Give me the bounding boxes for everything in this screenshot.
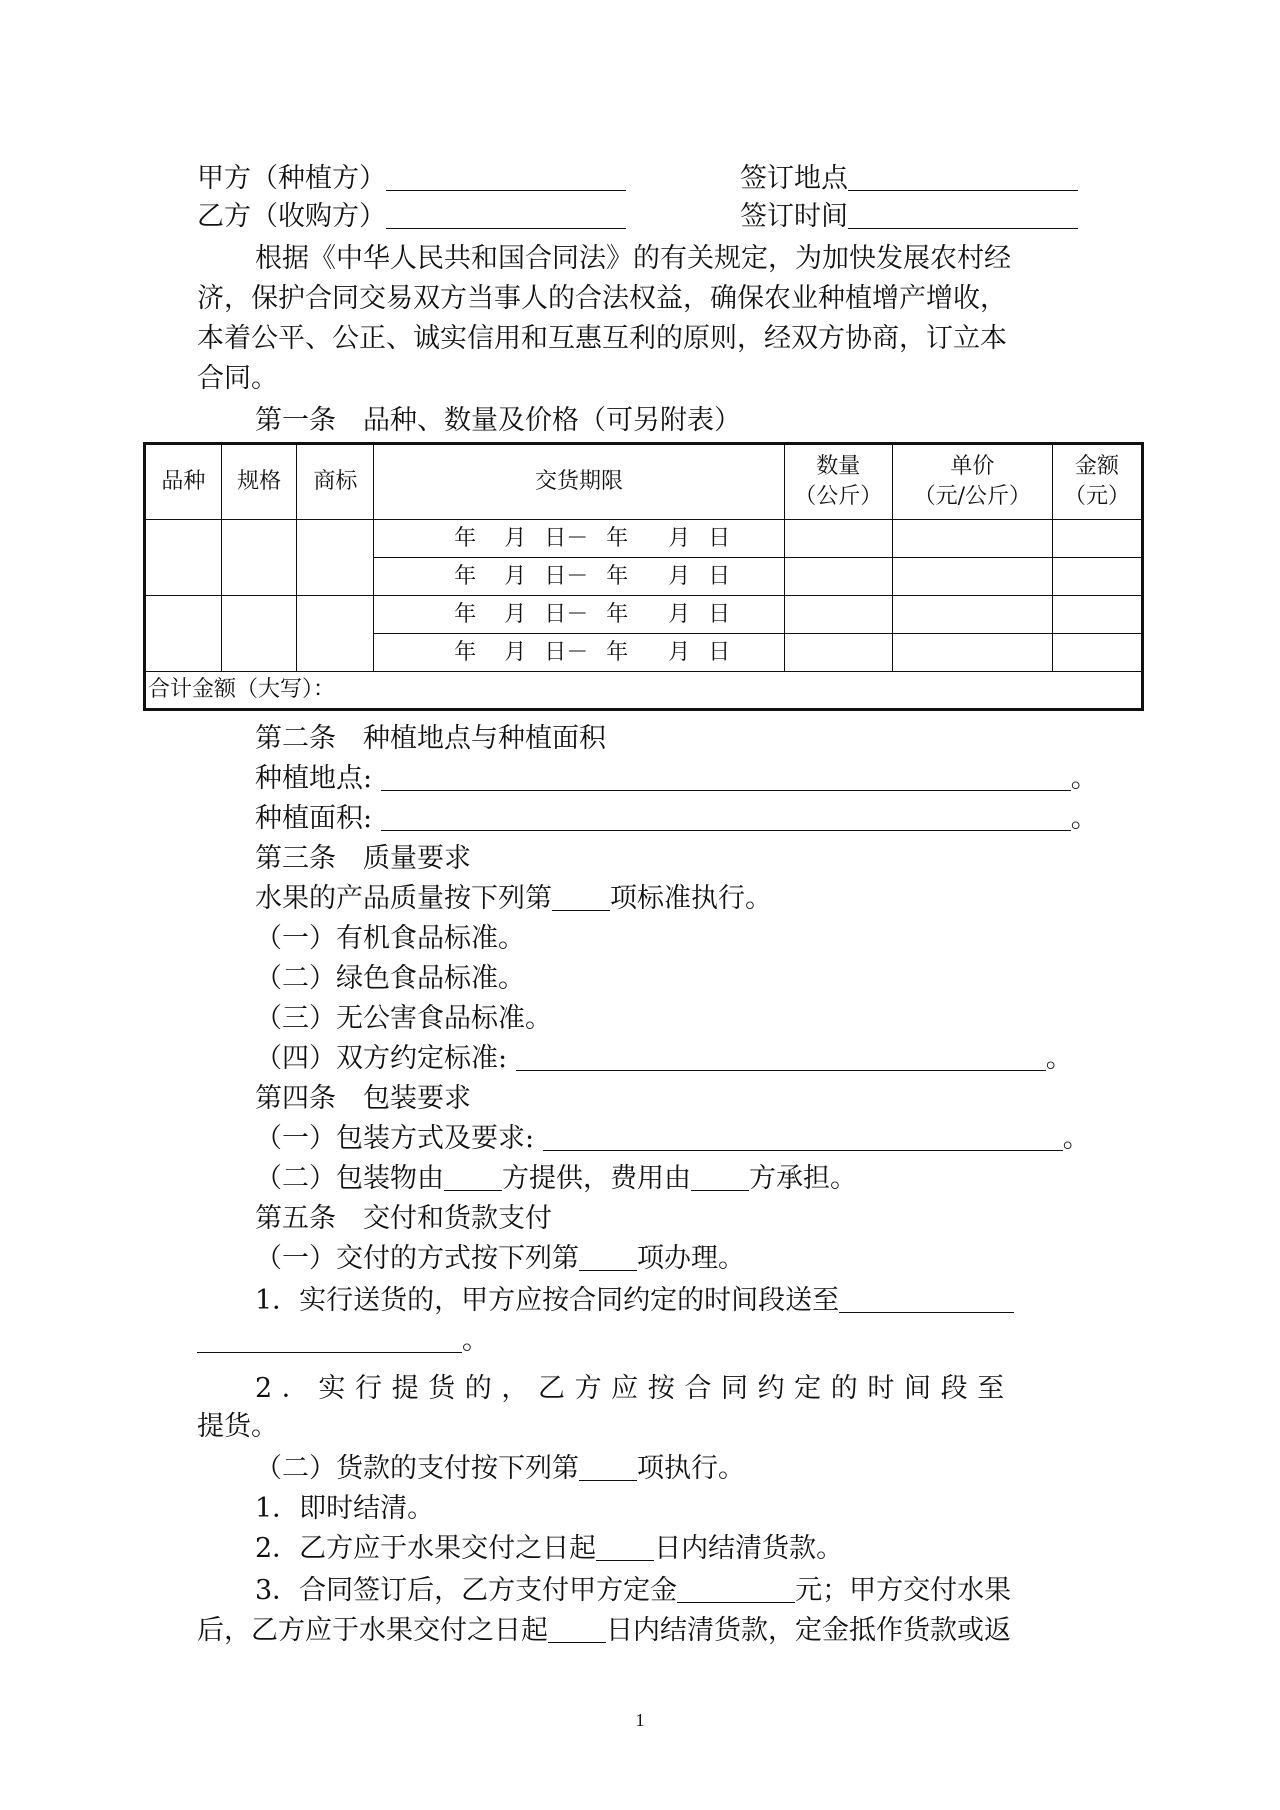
standard-item-4-row: （四）双方约定标准: 。 bbox=[255, 1040, 1073, 1078]
price-table bbox=[143, 442, 1144, 711]
date-part: 月 bbox=[668, 639, 691, 665]
cell-variety[interactable] bbox=[145, 520, 222, 596]
article1-title: 第一条 品种、数量及价格（可另附表） bbox=[255, 405, 741, 436]
plant-area-row: 种植面积: 。 bbox=[255, 800, 1098, 838]
plant-area-field[interactable] bbox=[381, 800, 1071, 831]
date-part: 年 bbox=[606, 525, 629, 551]
date-part: 日 bbox=[708, 639, 731, 665]
payment-days-field[interactable] bbox=[596, 1530, 654, 1561]
date-part: 年 bbox=[454, 601, 477, 627]
sign-time-field[interactable] bbox=[848, 198, 1078, 229]
date-part: 月 bbox=[504, 639, 527, 665]
sign-place-row bbox=[740, 160, 1078, 198]
packaging-provider-row: （二）包装物由 方提供，费用由 方承担。 bbox=[255, 1160, 857, 1198]
date-part: 月 bbox=[668, 525, 691, 551]
intro-line-3: 本着公平、公正、诚实信用和互惠互利的原则，经双方协商，订立本 bbox=[197, 323, 1007, 354]
sign-time-row bbox=[740, 198, 1078, 236]
header-variety: 品种 bbox=[145, 444, 222, 520]
date-part: 年 bbox=[606, 563, 629, 589]
packaging-cost-field[interactable] bbox=[691, 1160, 749, 1191]
date-part: 日－ bbox=[544, 563, 589, 589]
intro-line-2: 济，保护合同交易双方当事人的合法权益，确保农业种植增产增收， bbox=[197, 283, 1007, 314]
table-row bbox=[145, 596, 1143, 634]
article4-title: 第四条 包装要求 bbox=[255, 1083, 471, 1114]
cell-period[interactable] bbox=[374, 558, 785, 596]
cell-period[interactable] bbox=[374, 596, 785, 634]
date-part: 日 bbox=[708, 601, 731, 627]
plant-area-label: 种植面积: bbox=[255, 803, 373, 834]
cell-price[interactable] bbox=[892, 634, 1052, 672]
standard-item-2: （二）绿色食品标准。 bbox=[255, 963, 525, 994]
cell-brand[interactable] bbox=[297, 596, 374, 672]
cell-price[interactable] bbox=[892, 596, 1052, 634]
cell-brand[interactable] bbox=[297, 520, 374, 596]
payment-choice-field[interactable] bbox=[579, 1450, 637, 1481]
date-part: 年 bbox=[454, 639, 477, 665]
quality-standard-row: 水果的产品质量按下列第 项标准执行。 bbox=[255, 880, 772, 918]
date-part: 月 bbox=[504, 525, 527, 551]
delivery-option-1-cont: 。 bbox=[197, 1322, 489, 1360]
cell-qty[interactable] bbox=[784, 596, 892, 634]
party-a-field[interactable] bbox=[386, 160, 626, 191]
standard-item-1: （一）有机食品标准。 bbox=[255, 923, 525, 954]
payment-option-2-row: 2．乙方应于水果交付之日起 日内结清货款。 bbox=[255, 1530, 843, 1568]
cell-amount[interactable] bbox=[1053, 634, 1143, 672]
cell-qty[interactable] bbox=[784, 558, 892, 596]
standard-item-3: （三）无公害食品标准。 bbox=[255, 1003, 552, 1034]
payment-method-row: （二）货款的支付按下列第 项执行。 bbox=[255, 1450, 745, 1488]
agreed-standard-field[interactable] bbox=[516, 1040, 1046, 1071]
cell-spec[interactable] bbox=[221, 596, 297, 672]
table-row bbox=[145, 520, 1143, 558]
cell-period[interactable] bbox=[374, 520, 785, 558]
date-part: 日 bbox=[708, 525, 731, 551]
cell-spec[interactable] bbox=[221, 520, 297, 596]
header-period: 交货期限 bbox=[374, 444, 785, 520]
standard-choice-field[interactable] bbox=[552, 880, 610, 911]
date-part: 日－ bbox=[544, 601, 589, 627]
header-price: 单价 （元/公斤） bbox=[892, 444, 1052, 520]
party-a-label: 甲方（种植方） bbox=[197, 163, 386, 194]
delivery-destination-field[interactable] bbox=[839, 1282, 1014, 1313]
date-part: 年 bbox=[606, 639, 629, 665]
date-part: 月 bbox=[504, 563, 527, 589]
article5-title: 第五条 交付和货款支付 bbox=[255, 1203, 552, 1234]
payment-option-3-cont: 后，乙方应于水果交付之日起 日内结清货款，定金抵作货款或返 bbox=[197, 1612, 1011, 1650]
delivery-option-2-row: 2．实行提货的，乙方应按合同约定的时间段至 bbox=[255, 1373, 1014, 1404]
party-b-row bbox=[197, 198, 626, 236]
cell-amount[interactable] bbox=[1053, 558, 1143, 596]
delivery-method-row: （一）交付的方式按下列第 项办理。 bbox=[255, 1240, 745, 1278]
sign-place-label: 签订地点 bbox=[740, 163, 848, 194]
delivery-option-2-cont: 提货。 bbox=[197, 1411, 278, 1442]
header-brand: 商标 bbox=[297, 444, 374, 520]
plant-place-row: 种植地点: 。 bbox=[255, 760, 1098, 798]
payment-option-3-row: 3．合同签订后，乙方支付甲方定金 元；甲方交付水果 bbox=[255, 1572, 1011, 1610]
packaging-provider-field[interactable] bbox=[444, 1160, 502, 1191]
date-part: 日－ bbox=[544, 639, 589, 665]
header-qty: 数量 （公斤） bbox=[784, 444, 892, 520]
delivery-option-1-row: 1．实行送货的，甲方应按合同约定的时间段送至 bbox=[255, 1282, 1014, 1320]
delivery-choice-field[interactable] bbox=[579, 1240, 637, 1271]
table-total-row bbox=[145, 672, 1143, 710]
cell-qty[interactable] bbox=[784, 520, 892, 558]
sign-place-field[interactable] bbox=[848, 160, 1078, 191]
cell-period[interactable] bbox=[374, 634, 785, 672]
cell-amount[interactable] bbox=[1053, 596, 1143, 634]
total-amount-label[interactable]: 合计金额（大写）： bbox=[145, 672, 1143, 710]
date-part: 日 bbox=[708, 563, 731, 589]
date-part: 月 bbox=[504, 601, 527, 627]
party-a-row bbox=[197, 160, 626, 198]
party-b-field[interactable] bbox=[386, 198, 626, 229]
intro-line-4: 合同。 bbox=[197, 363, 278, 394]
deposit-amount-field[interactable] bbox=[677, 1572, 795, 1603]
header-amount: 金额 （元） bbox=[1053, 444, 1143, 520]
packaging-method-row: （一）包装方式及要求: 。 bbox=[255, 1120, 1090, 1158]
packaging-method-field[interactable] bbox=[543, 1120, 1063, 1151]
article3-title: 第三条 质量要求 bbox=[255, 843, 471, 874]
header-spec: 规格 bbox=[221, 444, 297, 520]
payment-option-1: 1．即时结清。 bbox=[255, 1493, 435, 1524]
date-part: 年 bbox=[454, 525, 477, 551]
page-number: 1 bbox=[635, 1710, 645, 1730]
table-header-row bbox=[145, 444, 1143, 520]
plant-place-label: 种植地点: bbox=[255, 763, 373, 794]
cell-qty[interactable] bbox=[784, 634, 892, 672]
delivery-destination-field-2[interactable] bbox=[197, 1322, 462, 1353]
date-part: 年 bbox=[454, 563, 477, 589]
party-b-label: 乙方（收购方） bbox=[197, 201, 386, 232]
plant-place-field[interactable] bbox=[381, 760, 1071, 791]
cell-variety[interactable] bbox=[145, 596, 222, 672]
sign-time-label: 签订时间 bbox=[740, 201, 848, 232]
date-part: 月 bbox=[668, 601, 691, 627]
intro-line-1: 根据《中华人民共和国合同法》的有关规定，为加快发展农村经 bbox=[255, 243, 1011, 274]
date-part: 日－ bbox=[544, 525, 589, 551]
date-part: 月 bbox=[668, 563, 691, 589]
date-part: 年 bbox=[606, 601, 629, 627]
settlement-days-field[interactable] bbox=[548, 1612, 606, 1643]
cell-price[interactable] bbox=[892, 520, 1052, 558]
cell-price[interactable] bbox=[892, 558, 1052, 596]
cell-amount[interactable] bbox=[1053, 520, 1143, 558]
article2-title: 第二条 种植地点与种植面积 bbox=[255, 723, 606, 754]
